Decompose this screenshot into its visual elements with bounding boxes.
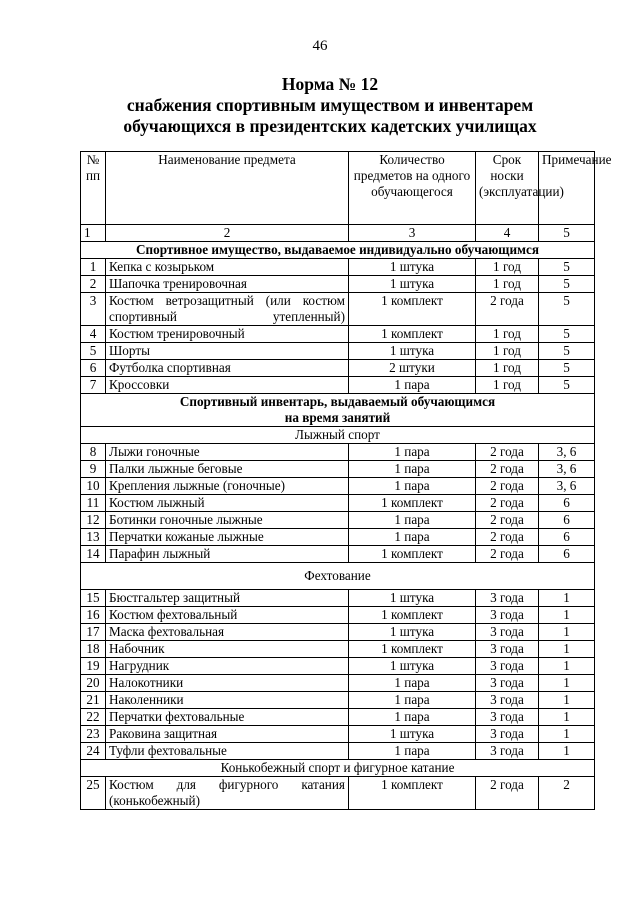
- table-row: [81, 692, 595, 709]
- table-row: [81, 444, 595, 461]
- item-name: Туфли фехтовальные: [106, 743, 349, 760]
- header-note: Примечание: [539, 152, 595, 225]
- item-term: 3 года: [476, 590, 539, 607]
- row-number: 10: [81, 478, 106, 495]
- item-note: 1: [539, 641, 595, 658]
- table-row: [81, 658, 595, 675]
- row-number: 8: [81, 444, 106, 461]
- item-quantity: 1 штука: [349, 590, 476, 607]
- item-term: 1 год: [476, 343, 539, 360]
- header-name: Наименование предмета: [106, 152, 349, 225]
- item-quantity: 1 штука: [349, 726, 476, 743]
- title-line-3: обучающихся в президентских кадетских училищах: [123, 116, 537, 136]
- table-header-row: [81, 152, 595, 225]
- item-name: Перчатки кожаные лыжные: [106, 529, 349, 546]
- table-row: [81, 377, 595, 394]
- subsection-title: Фехтование: [81, 563, 595, 590]
- item-term: 3 года: [476, 709, 539, 726]
- item-quantity: 1 штука: [349, 276, 476, 293]
- row-number: 5: [81, 343, 106, 360]
- item-note: 5: [539, 360, 595, 377]
- header-term: Срок носки (эксплуатации): [476, 152, 539, 225]
- table-row: [81, 512, 595, 529]
- item-name: Раковина защитная: [106, 726, 349, 743]
- row-number: 15: [81, 590, 106, 607]
- subsection-title: Лыжный спорт: [81, 427, 595, 444]
- item-note: 1: [539, 590, 595, 607]
- row-number: 7: [81, 377, 106, 394]
- row-number: 18: [81, 641, 106, 658]
- row-number: 11: [81, 495, 106, 512]
- table-row: [81, 478, 595, 495]
- table-row: [81, 607, 595, 624]
- column-number: 5: [539, 225, 595, 242]
- table-row: [81, 675, 595, 692]
- table-row: [81, 293, 595, 326]
- row-number: 17: [81, 624, 106, 641]
- table-row: [81, 624, 595, 641]
- item-term: 3 года: [476, 641, 539, 658]
- section-header-row: [81, 394, 595, 427]
- item-name: Перчатки фехтовальные: [106, 709, 349, 726]
- item-term: 2 года: [476, 293, 539, 326]
- item-note: 1: [539, 624, 595, 641]
- item-quantity: 1 пара: [349, 444, 476, 461]
- document-title: [60, 74, 600, 137]
- item-note: 3, 6: [539, 478, 595, 495]
- table-row: [81, 360, 595, 377]
- item-term: 3 года: [476, 743, 539, 760]
- item-note: 5: [539, 377, 595, 394]
- row-number: 23: [81, 726, 106, 743]
- item-note: 5: [539, 293, 595, 326]
- item-name: Костюм для фигурного катания (конькобежный): [106, 777, 349, 810]
- row-number: 19: [81, 658, 106, 675]
- row-number: 9: [81, 461, 106, 478]
- norm-table: [80, 151, 612, 810]
- item-term: 2 года: [476, 461, 539, 478]
- item-note: 3, 6: [539, 444, 595, 461]
- item-name: Шапочка тренировочная: [106, 276, 349, 293]
- subsection-title: Конькобежный спорт и фигурное катание: [81, 760, 595, 777]
- item-term: 3 года: [476, 624, 539, 641]
- table-row: [81, 546, 595, 563]
- item-note: 1: [539, 675, 595, 692]
- item-term: 2 года: [476, 512, 539, 529]
- row-number: 16: [81, 607, 106, 624]
- item-term: 2 года: [476, 546, 539, 563]
- item-quantity: 1 штука: [349, 343, 476, 360]
- title-line-2: снабжения спортивным имуществом и инвентарем: [126, 95, 534, 115]
- item-quantity: 1 комплект: [349, 293, 476, 326]
- page-number: 46: [312, 38, 328, 54]
- table-row: [81, 743, 595, 760]
- item-quantity: 1 пара: [349, 377, 476, 394]
- item-term: 2 года: [476, 777, 539, 810]
- table-row: [81, 590, 595, 607]
- item-name: Костюм лыжный: [106, 495, 349, 512]
- item-name: Кроссовки: [106, 377, 349, 394]
- item-name: Костюм фехтовальный: [106, 607, 349, 624]
- item-note: 5: [539, 326, 595, 343]
- item-quantity: 1 пара: [349, 478, 476, 495]
- table-row: [81, 326, 595, 343]
- row-number: 25: [81, 777, 106, 810]
- row-number: 24: [81, 743, 106, 760]
- item-note: 3, 6: [539, 461, 595, 478]
- item-term: 3 года: [476, 607, 539, 624]
- item-note: 6: [539, 495, 595, 512]
- row-number: 12: [81, 512, 106, 529]
- column-number: 4: [476, 225, 539, 242]
- table-row: [81, 276, 595, 293]
- item-name: Бюстгальтер защитный: [106, 590, 349, 607]
- item-name: Шорты: [106, 343, 349, 360]
- table-row: [81, 641, 595, 658]
- row-number: 22: [81, 709, 106, 726]
- table-row: [81, 777, 595, 810]
- item-note: 1: [539, 726, 595, 743]
- item-note: 6: [539, 546, 595, 563]
- section-header-row: [81, 242, 595, 259]
- item-quantity: 1 пара: [349, 675, 476, 692]
- item-quantity: 1 штука: [349, 624, 476, 641]
- item-quantity: 1 пара: [349, 512, 476, 529]
- item-term: 1 год: [476, 326, 539, 343]
- subsection-header-row: [81, 427, 595, 444]
- item-term: 1 год: [476, 276, 539, 293]
- item-quantity: 2 штуки: [349, 360, 476, 377]
- item-quantity: 1 пара: [349, 709, 476, 726]
- row-number: 3: [81, 293, 106, 326]
- item-quantity: 1 комплект: [349, 326, 476, 343]
- item-note: 1: [539, 607, 595, 624]
- column-number: 2: [106, 225, 349, 242]
- item-term: 1 год: [476, 259, 539, 276]
- column-numbers-row: [81, 225, 595, 242]
- header-quantity: Количество предметов на одного обучающегося: [349, 152, 476, 225]
- column-number: 1: [81, 225, 106, 242]
- item-term: 1 год: [476, 377, 539, 394]
- table-row: [81, 495, 595, 512]
- table-row: [81, 259, 595, 276]
- subsection-header-row: [81, 760, 595, 777]
- item-note: 6: [539, 512, 595, 529]
- item-quantity: 1 комплект: [349, 546, 476, 563]
- item-quantity: 1 комплект: [349, 495, 476, 512]
- title-line-1: Норма № 12: [281, 74, 379, 94]
- item-note: 1: [539, 709, 595, 726]
- item-note: 1: [539, 743, 595, 760]
- item-quantity: 1 комплект: [349, 641, 476, 658]
- item-term: 3 года: [476, 675, 539, 692]
- item-name: Нагрудник: [106, 658, 349, 675]
- item-name: Ботинки гоночные лыжные: [106, 512, 349, 529]
- item-term: 3 года: [476, 692, 539, 709]
- item-term: 2 года: [476, 495, 539, 512]
- item-quantity: 1 комплект: [349, 777, 476, 810]
- item-note: 6: [539, 529, 595, 546]
- item-term: 2 года: [476, 478, 539, 495]
- row-number: 13: [81, 529, 106, 546]
- item-name: Футболка спортивная: [106, 360, 349, 377]
- item-name: Костюм ветрозащитный (или костюм спортивный утепленный): [106, 293, 349, 326]
- item-quantity: 1 штука: [349, 259, 476, 276]
- item-term: 2 года: [476, 444, 539, 461]
- row-number: 1: [81, 259, 106, 276]
- item-quantity: 1 пара: [349, 461, 476, 478]
- section-title: [81, 394, 595, 427]
- item-quantity: 1 штука: [349, 658, 476, 675]
- item-note: 5: [539, 343, 595, 360]
- header-number: № пп: [81, 152, 106, 225]
- item-name: Крепления лыжные (гоночные): [106, 478, 349, 495]
- row-number: 21: [81, 692, 106, 709]
- item-term: 3 года: [476, 726, 539, 743]
- subsection-header-row: [81, 563, 595, 590]
- item-name: Набочник: [106, 641, 349, 658]
- row-number: 14: [81, 546, 106, 563]
- item-name: Наколенники: [106, 692, 349, 709]
- table-row: [81, 343, 595, 360]
- section-title-line-2: на время занятий: [284, 410, 391, 425]
- row-number: 2: [81, 276, 106, 293]
- item-quantity: 1 пара: [349, 529, 476, 546]
- item-quantity: 1 пара: [349, 743, 476, 760]
- item-note: 1: [539, 658, 595, 675]
- item-quantity: 1 пара: [349, 692, 476, 709]
- table-row: [81, 709, 595, 726]
- item-name: Налокотники: [106, 675, 349, 692]
- item-name: Кепка с козырьком: [106, 259, 349, 276]
- item-term: 2 года: [476, 529, 539, 546]
- table-row: [81, 726, 595, 743]
- item-term: 3 года: [476, 658, 539, 675]
- row-number: 20: [81, 675, 106, 692]
- table-row: [81, 461, 595, 478]
- item-name: Палки лыжные беговые: [106, 461, 349, 478]
- item-quantity: 1 комплект: [349, 607, 476, 624]
- item-name: Костюм тренировочный: [106, 326, 349, 343]
- item-name: Маска фехтовальная: [106, 624, 349, 641]
- table-row: [81, 529, 595, 546]
- item-name: Лыжи гоночные: [106, 444, 349, 461]
- item-term: 1 год: [476, 360, 539, 377]
- section-title: Спортивное имущество, выдаваемое индивидуально обучающимся: [81, 242, 595, 259]
- item-note: 5: [539, 259, 595, 276]
- column-number: 3: [349, 225, 476, 242]
- item-name: Парафин лыжный: [106, 546, 349, 563]
- item-note: 2: [539, 777, 595, 810]
- item-note: 1: [539, 692, 595, 709]
- row-number: 6: [81, 360, 106, 377]
- section-title-line-1: Спортивный инвентарь, выдаваемый обучающимся: [179, 394, 496, 409]
- item-note: 5: [539, 276, 595, 293]
- row-number: 4: [81, 326, 106, 343]
